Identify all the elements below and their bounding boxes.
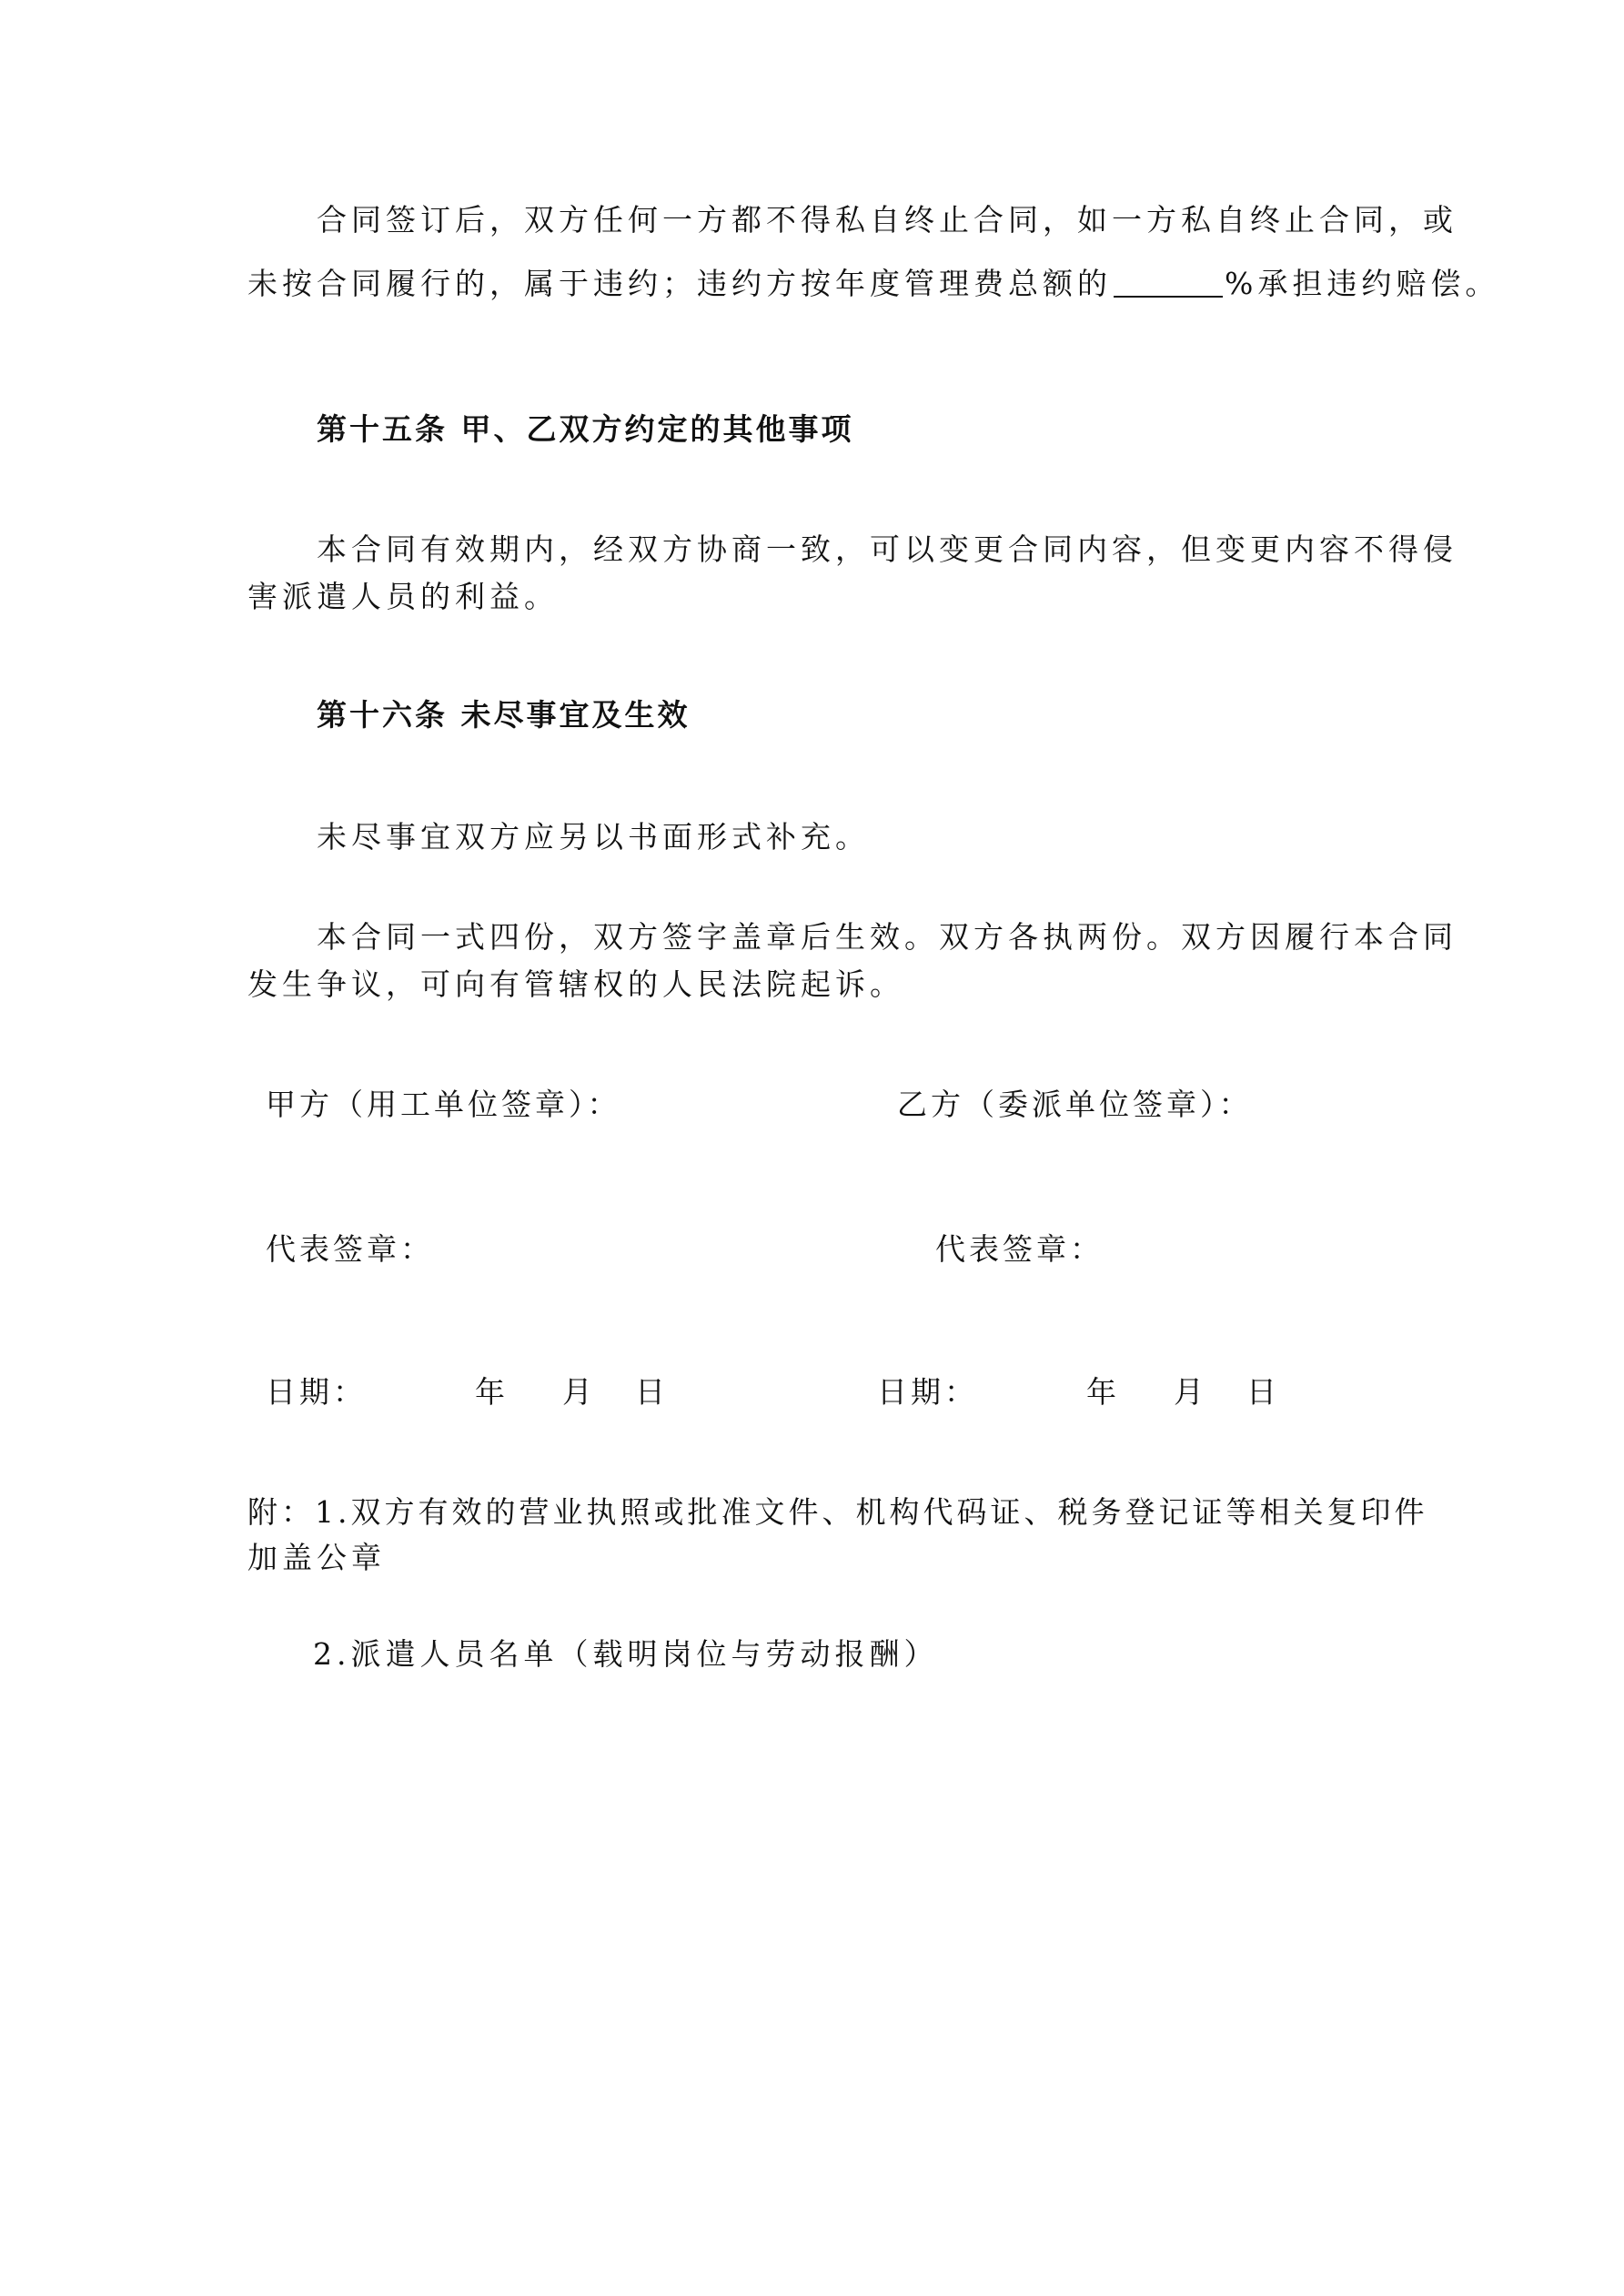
party-b-date-label: 日期： <box>877 1374 978 1410</box>
penalty-line-1: 合同签订后，双方任何一方都不得私自终止合同，如一方私自终止合同，或 <box>317 202 1458 238</box>
article-16-para-1: 未尽事宜双方应另以书面形式补充。 <box>317 819 870 855</box>
article-16-para-2-line-1: 本合同一式四份，双方签字盖章后生效。双方各执两份。双方因履行本合同 <box>317 919 1458 955</box>
article-15-heading: 第十五条 甲、乙双方约定的其他事项 <box>317 411 854 447</box>
party-a-date-day: 日 <box>635 1374 669 1410</box>
article-16-para-2-line-2: 发生争议，可向有管辖权的人民法院起诉。 <box>247 966 904 1002</box>
appendix-item-2: 2.派遣人员名单（载明岗位与劳动报酬） <box>313 1636 939 1672</box>
article-15-line-1: 本合同有效期内，经双方协商一致，可以变更合同内容，但变更内容不得侵 <box>317 531 1458 567</box>
party-a-representative-label: 代表签章： <box>266 1231 434 1267</box>
article-15-line-2: 害派遣人员的利益。 <box>247 579 559 614</box>
party-a-date-label: 日期： <box>266 1374 367 1410</box>
party-b-date-day: 日 <box>1246 1374 1280 1410</box>
party-b-date-month: 月 <box>1174 1374 1207 1410</box>
appendix-item-1-line-1: 附：1.双方有效的营业执照或批准文件、机构代码证、税务登记证等相关复印件 <box>247 1494 1428 1530</box>
penalty-line-2-before: 未按合同履行的，属于违约；违约方按年度管理费总额的 <box>247 266 1112 301</box>
penalty-rate-blank[interactable] <box>1114 268 1223 298</box>
appendix-item-1-line-2: 加盖公章 <box>247 1540 386 1575</box>
party-b-date-year: 年 <box>1086 1374 1120 1410</box>
penalty-line-2-after: %承担违约赔偿。 <box>1225 266 1500 301</box>
penalty-line-2 <box>247 266 1499 302</box>
article-16-heading: 第十六条 未尽事宜及生效 <box>317 697 691 733</box>
party-b-representative-label: 代表签章： <box>935 1231 1104 1267</box>
party-b-seal-label: 乙方（委派单位签章）： <box>897 1087 1253 1122</box>
party-a-seal-label: 甲方（用工单位签章）： <box>266 1087 621 1122</box>
party-a-date-year: 年 <box>475 1374 509 1410</box>
party-a-date-month: 月 <box>562 1374 596 1410</box>
